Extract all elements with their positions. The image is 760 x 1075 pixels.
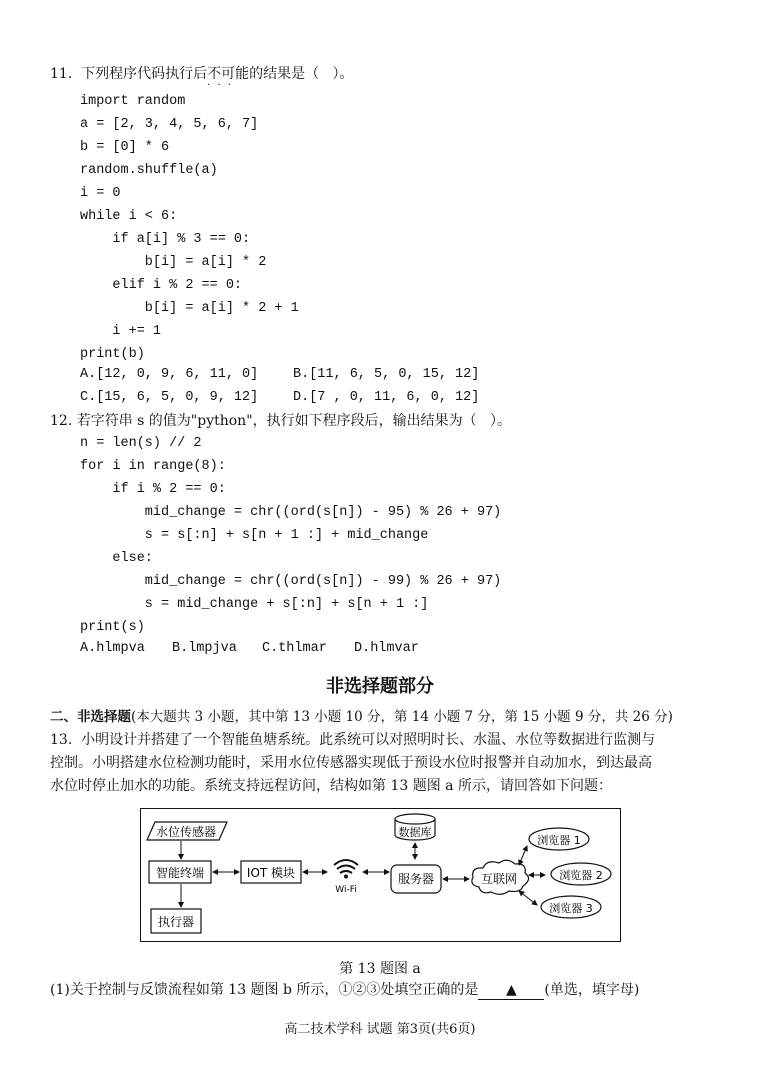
q12-code-line: for i in range(8): xyxy=(80,459,226,474)
system-structure-diagram xyxy=(140,808,621,942)
q12-stem xyxy=(50,412,511,430)
q13-line-2: 控制。小明搭建水位检测功能时，采用水位传感器实现低于预设水位时报警并自动加水，到达最高 xyxy=(50,755,652,771)
q11-stem-emphasis: 不可能 · · · xyxy=(207,66,249,82)
q11-code-line: elif i % 2 == 0: xyxy=(80,278,243,293)
answer-blank[interactable]: ▲ xyxy=(478,981,544,1000)
browser-1-label: 浏览器 1 xyxy=(537,834,581,847)
q11-code-line: i = 0 xyxy=(80,186,121,201)
wifi-icon xyxy=(334,860,358,895)
page-footer: 高二技术学科 试题 第3页(共6页) xyxy=(284,1022,476,1037)
server-label: 服务器 xyxy=(397,872,435,886)
part2-heading xyxy=(50,708,673,726)
q11-code-line: while i < 6: xyxy=(80,209,178,224)
browser-3-label: 浏览器 3 xyxy=(549,902,593,915)
figure-caption: 第 13 题图 a xyxy=(339,961,421,977)
q11-code-line: random.shuffle(a) xyxy=(80,163,218,178)
arrow-internet-browser1 xyxy=(519,846,527,865)
browser-3-node xyxy=(541,896,601,918)
q11-code-line: if a[i] % 3 == 0: xyxy=(80,232,251,247)
arrow-internet-browser3 xyxy=(519,891,537,905)
q12-option-a[interactable]: A.hlmpva xyxy=(80,641,145,656)
q12-option-b[interactable]: B.lmpjva xyxy=(172,641,237,656)
actuator-label: 执行器 xyxy=(157,915,195,929)
browser-2-label: 浏览器 2 xyxy=(559,869,603,882)
q12-number: 12. xyxy=(50,413,73,429)
smart-terminal-node xyxy=(149,861,211,883)
q12-code-line: s = s[:n] + s[n + 1 :] + mid_change xyxy=(80,528,429,543)
q13-sub1-suffix: (单选，填字母) xyxy=(544,982,640,998)
q11-code-line: b = [0] * 6 xyxy=(80,140,170,155)
database-label: 数据库 xyxy=(398,826,432,839)
q12-option-c[interactable]: C.thlmar xyxy=(262,641,327,656)
smart-terminal-label: 智能终端 xyxy=(155,866,205,880)
q11-option-d[interactable]: D.[7 , 0, 11, 6, 0, 12] xyxy=(293,390,480,405)
q12-code-line: s = mid_change + s[:n] + s[n + 1 :] xyxy=(80,597,429,612)
q11-stem-after: 的结果是（ ）。 xyxy=(249,66,354,82)
q11-option-b[interactable]: B.[11, 6, 5, 0, 15, 12] xyxy=(293,367,480,382)
internet-cloud-icon xyxy=(472,860,529,894)
water-sensor-node xyxy=(147,822,227,840)
q11-code-line: import random xyxy=(80,94,186,109)
part2-note: (本大题共 3 小题，其中第 13 小题 10 分，第 14 小题 7 分，第 15 小题 9 分，共 26 分) xyxy=(131,709,673,725)
q12-option-d[interactable]: D.hlmvar xyxy=(354,641,419,656)
database-node xyxy=(395,814,435,840)
actuator-node xyxy=(151,909,201,933)
q12-code-line: n = len(s) // 2 xyxy=(80,436,202,451)
browser-2-node xyxy=(551,863,611,885)
section-title: 非选择题部分 xyxy=(326,676,434,697)
q12-code-line: if i % 2 == 0: xyxy=(80,482,226,497)
diagram-svg xyxy=(141,809,619,940)
q11-code-line: a = [2, 3, 4, 5, 6, 7] xyxy=(80,117,259,132)
q12-code-line: else: xyxy=(80,551,153,566)
q13-line-3: 水位时停止加水的功能。系统支持远程访问，结构如第 13 题图 a 所示，请回答如下问题： xyxy=(50,778,612,794)
server-node xyxy=(391,865,441,893)
iot-module-label: IOT 模块 xyxy=(246,866,296,880)
q11-stem xyxy=(50,65,354,83)
q11-number: 11. xyxy=(50,66,73,82)
part2-label: 二、非选择题 xyxy=(50,709,131,725)
q12-code-line: print(s) xyxy=(80,620,145,635)
browser-1-node xyxy=(529,828,589,850)
q11-code-line: b[i] = a[i] * 2 + 1 xyxy=(80,301,299,316)
q11-code-line: print(b) xyxy=(80,347,145,362)
q13-sub1-text: (1)关于控制与反馈流程如第 13 题图 b 所示，①②③处填空正确的是 xyxy=(50,982,479,998)
q11-option-a[interactable]: A.[12, 0, 9, 6, 11, 0] xyxy=(80,367,259,382)
q11-code-line: i += 1 xyxy=(80,324,162,339)
q12-code-line: mid_change = chr((ord(s[n]) - 95) % 26 + 97) xyxy=(80,505,502,520)
q11-code-line: b[i] = a[i] * 2 xyxy=(80,255,267,270)
q11-option-c[interactable]: C.[15, 6, 5, 0, 9, 12] xyxy=(80,390,259,405)
iot-module-node xyxy=(241,861,301,883)
wifi-label: Wi-Fi xyxy=(335,885,357,895)
q13-line-1: 13. 小明设计并搭建了一个智能鱼塘系统。此系统可以对照明时长、水温、水位等数据进行监测与 xyxy=(50,732,656,748)
q12-code-line: mid_change = chr((ord(s[n]) - 99) % 26 + 97) xyxy=(80,574,502,589)
internet-label: 互联网 xyxy=(480,872,518,886)
q12-stem-text: 若字符串 s 的值为"python"，执行如下程序段后，输出结果为（ ）。 xyxy=(76,413,511,429)
q11-stem-before: 下列程序代码执行后 xyxy=(81,66,208,82)
q13-sub1 xyxy=(50,981,639,1000)
water-sensor-label: 水位传感器 xyxy=(155,825,217,839)
